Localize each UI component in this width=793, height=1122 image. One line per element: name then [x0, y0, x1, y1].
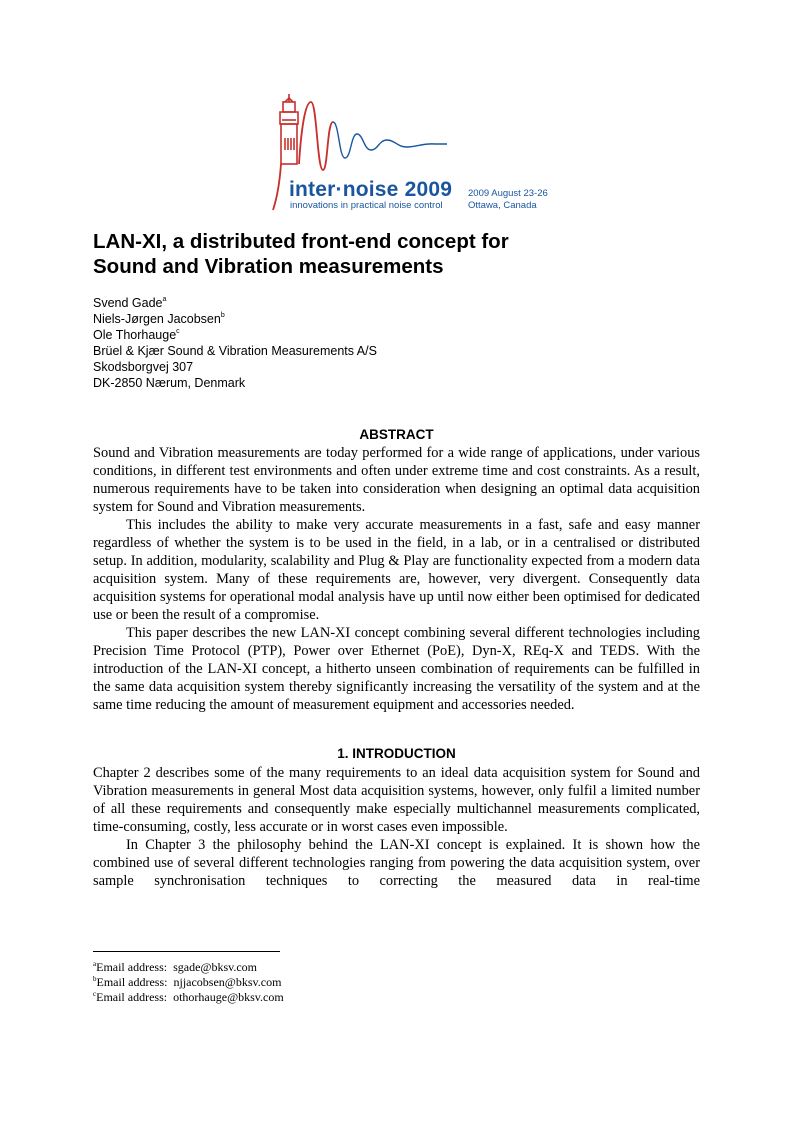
abstract-paragraph: Sound and Vibration measurements are today performed for a wide range of applications, under various conditions, in different test environments and often under extreme time and cost constraints. As a result, numerous requirements have to be taken into consideration when designing an optimal data acquisition system for Sound and Vibration measurements.: [93, 445, 700, 515]
abstract-heading: ABSTRACT: [359, 427, 434, 442]
email-link[interactable]: othorhauge@bksv.com: [173, 990, 284, 1004]
abstract-paragraph: This paper describes the new LAN-XI concept combining several different technologies including Precision Time Protocol (PTP), Power over Ethernet (PoE), Dyn-X, REq-X and TEDS. With the introduction of the LAN-XI concept, a hitherto unseen combination of requirements can be fulfilled in the same data acquisition system thereby significantly increasing the versatility of the system and at the same time reducing the amount of measurement equipment and accessories needed.: [93, 625, 700, 713]
author-block: [93, 295, 377, 391]
footnotes: [93, 960, 284, 1005]
author: Ole Thorhauge$^c$: [93, 328, 180, 342]
conference-tagline: innovations in practical noise control: [290, 200, 443, 211]
wave-blue-icon: [333, 122, 447, 158]
introduction-heading: 1. INTRODUCTION: [337, 746, 456, 761]
title-line: LAN-XI, a distributed front-end concept for: [93, 230, 509, 253]
wave-red-icon: [299, 102, 333, 170]
affiliation-line: Brüel & Kjær Sound & Vibration Measurements A/S: [93, 344, 377, 358]
abstract-body: [93, 444, 700, 714]
author: Niels-Jørgen Jacobsen$^b$: [93, 312, 225, 326]
introduction-body: [93, 764, 700, 890]
footnote: $^c$Email address: othorhauge@bksv.com: [93, 990, 284, 1004]
affiliation-line: Skodsborgvej 307: [93, 360, 194, 374]
introduction-paragraph: Chapter 2 describes some of the many requirements to an ideal data acquisition system for Sound and Vibration measurements in general Most data acquisition systems, however, only fulfil a limited number of all these requirements and consequently make especially multichannel measurements complicated, time-consuming, costly, less accurate or in worst cases even impossible.: [93, 765, 700, 835]
conference-location: Ottawa, Canada: [468, 200, 537, 211]
introduction-paragraph: In Chapter 3 the philosophy behind the LAN-XI concept is explained. It is shown how the combined use of several different technologies ranging from powering the data acquisition system, over sample synchronisation techniques to correcting the measured data in real-time: [93, 837, 700, 889]
title-line: Sound and Vibration measurements: [93, 255, 444, 278]
footnote: $^a$Email address: sgade@bksv.com: [93, 960, 258, 974]
footnote-divider: [93, 951, 280, 952]
abstract-paragraph: This includes the ability to make very accurate measurements in a fast, safe and easy manner regardless of whether the system is to be used in the field, in a lab, or in a centralised or distributed setup. In addition, modularity, scalability and Plug & Play are functionality expected from a modern data acquisition system. Many of these requirements are, however, very divergent. Consequently data acquisition systems for operational modal analysis have up until now either been optimised for dedicated use or been the result of a compromise.: [93, 517, 700, 623]
email-link[interactable]: sgade@bksv.com: [173, 960, 258, 974]
email-link[interactable]: njjacobsen@bksv.com: [173, 975, 282, 989]
conference-name: inter·noise 2009: [289, 178, 453, 201]
footnote: $^b$Email address: njjacobsen@bksv.com: [93, 975, 282, 989]
affiliation-line: DK-2850 Nærum, Denmark: [93, 376, 246, 390]
author: Svend Gade$^a$: [93, 296, 167, 310]
conference-date: 2009 August 23-26: [468, 188, 548, 199]
paper-title: [93, 229, 713, 279]
